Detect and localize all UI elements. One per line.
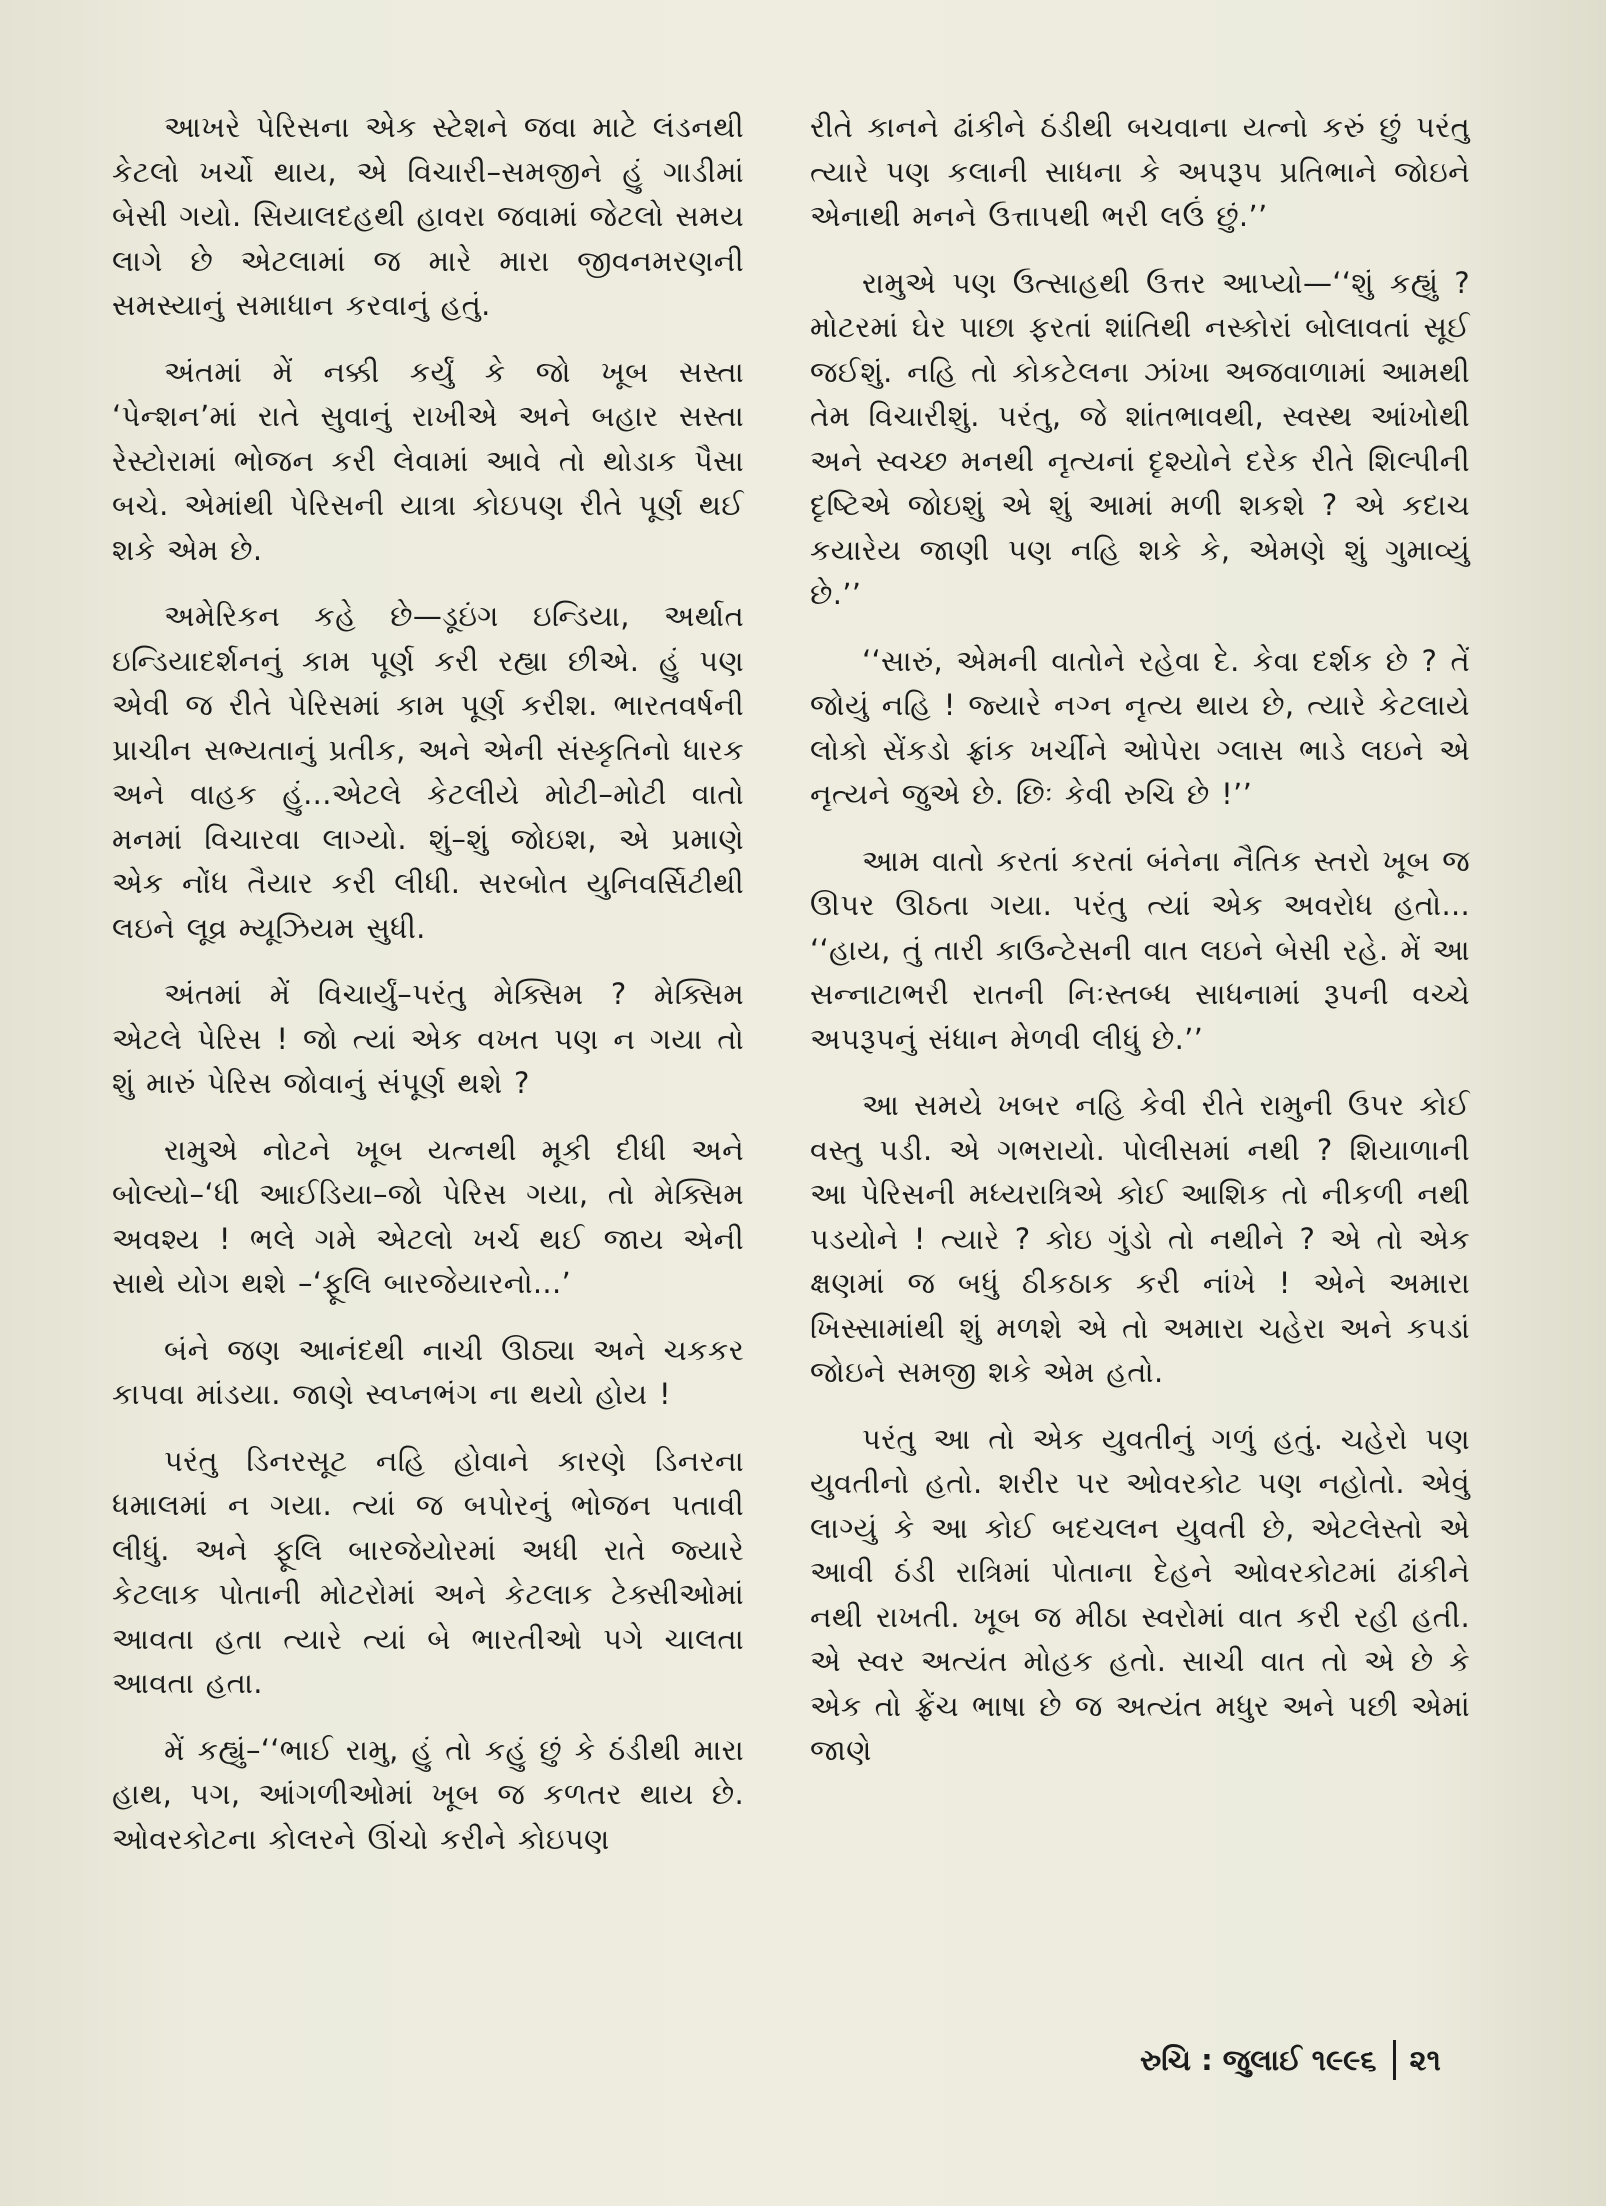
paragraph: બંને જણ આનંદથી નાચી ઊઠ્યા અને ચકકર કાપવા માંડયા. જાણે સ્વપ્નભંગ ના થયો હોય !	[112, 1332, 744, 1411]
paragraph: અમેરિકન કહે છે—ડૂઇંગ ઇન્ડિયા, અર્થાત ઇન્ડિયાદર્શનનું કામ પૂર્ણ કરી રહ્યા છીએ. હું પણ એવી જ રીતે પેરિસમાં કામ પૂર્ણ કરીશ. ભારતવર્ષની પ્રાચીન સભ્યતાનું પ્રતીક, અને એની સંસ્કૃતિનો ધારક અને વાહક હું...એટલે કેટલીયે મોટી–મોટી વાતો મનમાં વિચારવા લાગ્યો. શું–શું જોઇશ, એ પ્રમાણે એક નોંધ તૈયાર કરી લીધી. સરબોત યુનિવર્સિટીથી લઇને લૂવ્ર મ્યૂઝિયમ સુધી.	[112, 599, 744, 945]
paragraph: આમ વાતો કરતાં કરતાં બંનેના નૈતિક સ્તરો ખૂબ જ ઊપર ઊઠતા ગયા. પરંતુ ત્યાં એક અવરોધ હતો... ‘‘હાય, તું તારી કાઉન્ટેસની વાત લઇને બેસી રહે. મેં આ સન્નાટાભરી રાતની નિઃસ્તબ્ધ સાધનામાં રૂપની વચ્ચે અપરૂપનું સંધાન મેળવી લીધું છે.’’	[810, 843, 1470, 1056]
paragraph: આખરે પેરિસના એક સ્ટેશને જવા માટે લંડનથી કેટલો ખર્ચો થાય, એ વિચારી–સમજીને હું ગાડીમાં બેસી ગયો. સિયાલદહથી હાવરા જવામાં જેટલો સમય લાગે છે એટલામાં જ મારે મારા જીવનમરણની સમસ્યાનું સમાધાન કરવાનું હતું.	[112, 110, 744, 322]
footer-source: રુચિ : જુલાઈ ૧૯૯૬	[1140, 2042, 1377, 2077]
page-footer	[1140, 2035, 1441, 2085]
page-number: ૨૧	[1409, 2042, 1441, 2077]
paragraph: પરંતુ આ તો એક યુવતીનું ગળું હતું. ચહેરો પણ યુવતીનો હતો. શરીર પર ઓવરકોટ પણ નહોતો. એવું લાગ્યું કે આ કોઈ બદચલન યુવતી છે, એટલેસ્તો એ આવી ઠંડી રાત્રિમાં પોતાના દેહને ઓવરકોટમાં ઢાંકીને નથી રાખતી. ખૂબ જ મીઠા સ્વરોમાં વાત કરી રહી હતી. એ સ્વર અત્યંત મોહક હતો. સાચી વાત તો એ છે કે એક તો ફ્રેંચ ભાષા છે જ અત્યંત મધુર અને પછી એમાં જાણે	[810, 1421, 1470, 1767]
left-text-column	[112, 105, 744, 1883]
paragraph: અંતમાં મેં વિચાર્યું–પરંતુ મેક્સિમ ? મેક્સિમ એટલે પેરિસ ! જો ત્યાં એક વખત પણ ન ગયા તો શું મારું પેરિસ જોવાનું સંપૂર્ણ થશે ?	[112, 977, 744, 1100]
paragraph: પરંતુ ડિનરસૂટ નહિ હોવાને કારણે ડિનરના ધમાલમાં ન ગયા. ત્યાં જ બપોરનું ભોજન પતાવી લીધું. અને ફૂલિ બારજેયોરમાં અધી રાતે જ્યારે કેટલાક પોતાની મોટરોમાં અને કેટલાક ટેક્સીઓમાં આવતા હતા ત્યારે ત્યાં બે ભારતીઓ પગે ચાલતા આવતા હતા.	[112, 1443, 744, 1700]
paragraph: ‘‘સારું, એમની વાતોને રહેવા દે. કેવા દર્શક છે ? તેં જોયું નહિ ! જ્યારે નગ્ન નૃત્ય થાય છે, ત્યારે કેટલાયે લોકો સેંકડો ફ્રાંક ખર્ચીને ઓપેરા ગ્લાસ ભાડે લઇને એ નૃત્યને જુએ છે. છિઃ કેવી રુચિ છે !’’	[810, 643, 1470, 811]
paragraph: આ સમયે ખબર નહિ કેવી રીતે રામુની ઉપર કોઈ વસ્તુ પડી. એ ગભરાયો. પોલીસમાં નથી ? શિયાળાની આ પેરિસની મધ્યરાત્રિએ કોઈ આશિક તો નીકળી નથી પડયોને ! ત્યારે ? કોઇ ગુંડો તો નથીને ? એ તો એક ક્ષણમાં જ બધું ઠીકઠાક કરી નાંખે ! એને અમારા ખિસ્સામાંથી શું મળશે એ તો અમારા ચહેરા અને કપડાં જોઇને સમજી શકે એમ હતો.	[810, 1088, 1470, 1389]
paragraph-continuation: રીતે કાનને ઢાંકીને ઠંડીથી બચવાના યત્નો કરું છું પરંતુ ત્યારે પણ કલાની સાધના કે અપરૂપ પ્રતિભાને જોઇને એનાથી મનને ઉત્તાપથી ભરી લઉં છું.’’	[810, 110, 1470, 233]
paragraph: અંતમાં મેં નક્કી કર્યું કે જો ખૂબ સસ્તા ‘પેન્શન’માં રાતે સુવાનું રાખીએ અને બહાર સસ્તા રેસ્ટોરામાં ભોજન કરી લેવામાં આવે તો થોડાક પૈસા બચે. એમાંથી પેરિસની યાત્રા કોઇપણ રીતે પૂર્ણ થઈ શકે એમ છે.	[112, 354, 744, 567]
paragraph: રામુએ નોટને ખૂબ યત્નથી મૂકી દીધી અને બોલ્યો–‘ધી આઈડિયા–જો પેરિસ ગયા, તો મેક્સિમ અવશ્ય ! ભલે ગમે એટલો ખર્ચ થઈ જાય એની સાથે યોગ થશે –‘ફૂલિ બારજેયારનો...’	[112, 1132, 744, 1300]
footer-divider	[1393, 2040, 1396, 2080]
paragraph: મેં કહ્યું–‘‘ભાઈ રામુ, હું તો કહું છું કે ઠંડીથી મારા હાથ, પગ, આંગળીઓમાં ખૂબ જ કળતર થાય છે. ઓવરકોટના કોલરને ઊંચો કરીને કોઇપણ	[112, 1732, 744, 1856]
right-text-column	[810, 105, 1470, 1795]
paragraph: રામુએ પણ ઉત્સાહથી ઉત્તર આપ્યો—‘‘શું કહ્યું ? મોટરમાં ઘેર પાછા ફરતાં શાંતિથી નસ્કોરાં બોલાવતાં સૂઈ જઈશું. નહિ તો કોકટેલના ઝાંખા અજવાળામાં આમથી તેમ વિચારીશું. પરંતુ, જે શાંતભાવથી, સ્વસ્થ આંખોથી અને સ્વચ્છ મનથી નૃત્યનાં દૃશ્યોને દરેક રીતે શિલ્પીની દૃષ્ટિએ જોઇશું એ શું આમાં મળી શકશે ? એ કદાચ કયારેય જાણી પણ નહિ શકે કે, એમણે શું ગુમાવ્યું છે.’’	[810, 265, 1470, 611]
